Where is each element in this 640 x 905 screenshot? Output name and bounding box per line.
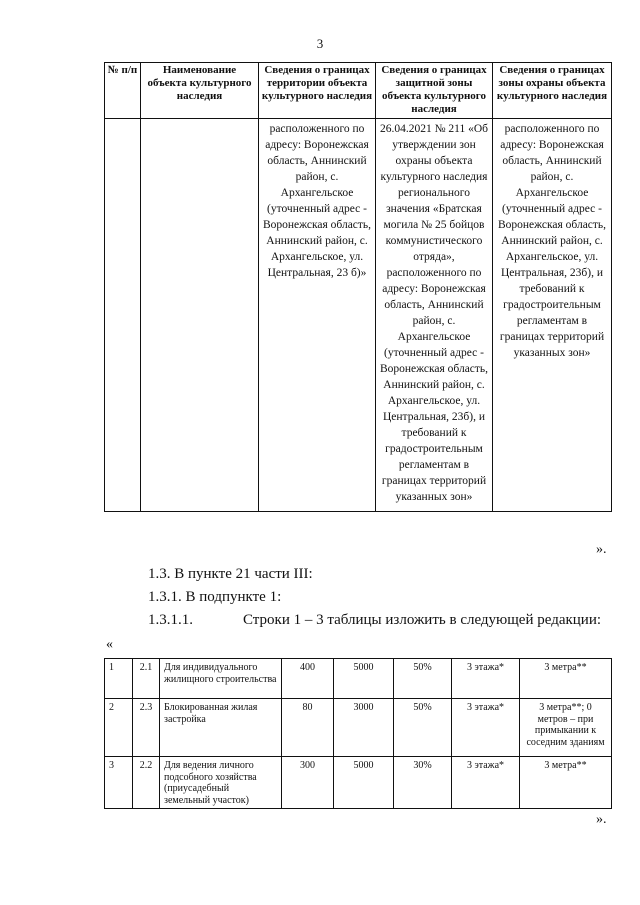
row-number: 1	[105, 659, 133, 699]
cell-protective-zone: 26.04.2021 № 211 «Об утверждении зон охраны объекта культурного наследия регионального значения «Братская могила № 25 бойцов коммунистического отряда», расположенного по адресу: Воронежская область, Аннинский район, с. Архангельское (уточненный адрес - Воронежская область, Аннинский район, с. Архангельское, ул. Центральная, 23б), и требований к градостроительным регламентам в границах территорий указанных зон»	[376, 119, 493, 512]
paragraph-1-3-1: 1.3.1. В подпункте 1:	[148, 589, 282, 605]
row-min-area: 300	[282, 757, 334, 809]
header-territory-bounds: Сведения о границах территории объекта культурного наследия	[259, 63, 376, 119]
row-setback: 3 метра**; 0 метров – при примыкании к соседним зданиям	[520, 699, 612, 757]
row-floors: 3 этажа*	[452, 699, 520, 757]
cell-territory-bounds: расположенного по адресу: Воронежская область, Аннинский район, с. Архангельское (уточненный адрес - Воронежская область, Аннинский район, с. Архангельское, ул. Центральная, 23 б)»	[259, 119, 376, 512]
paragraph-1-3: 1.3. В пункте 21 части III:	[148, 566, 313, 582]
row-percent: 30%	[394, 757, 452, 809]
row-number: 2	[105, 699, 133, 757]
header-number: № п/п	[105, 63, 141, 119]
row-name: Для индивидуального жилищного строительства	[160, 659, 282, 699]
heritage-info-table	[104, 62, 612, 512]
closing-quote: ».	[596, 542, 607, 557]
header-object-name: Наименование объекта культурного наследия	[141, 63, 259, 119]
row-code: 2.2	[133, 757, 160, 809]
header-protection-zone: Сведения о границах зоны охраны объекта культурного наследия	[493, 63, 612, 119]
header-protective-zone: Сведения о границах защитной зоны объекта культурного наследия	[376, 63, 493, 119]
table-row	[105, 699, 612, 757]
row-percent: 50%	[394, 659, 452, 699]
row-max-area: 5000	[334, 659, 394, 699]
paragraph-1-3-1-1	[148, 612, 601, 629]
row-floors: 3 этажа*	[452, 659, 520, 699]
row-code: 2.3	[133, 699, 160, 757]
page-number: 3	[316, 36, 324, 51]
cell-object-name	[141, 119, 259, 512]
opening-quote: «	[106, 637, 113, 652]
row-code: 2.1	[133, 659, 160, 699]
row-max-area: 5000	[334, 757, 394, 809]
paragraph-number: 1.3.1.1.	[148, 612, 193, 628]
table-row	[105, 757, 612, 809]
row-min-area: 400	[282, 659, 334, 699]
cell-number	[105, 119, 141, 512]
paragraph-text: Строки 1 – 3 таблицы изложить в следующей редакции:	[243, 612, 602, 628]
row-setback: 3 метра**	[520, 659, 612, 699]
row-setback: 3 метра**	[520, 757, 612, 809]
row-floors: 3 этажа*	[452, 757, 520, 809]
row-percent: 50%	[394, 699, 452, 757]
cell-protection-zone: расположенного по адресу: Воронежская область, Аннинский район, с. Архангельское (уточненный адрес - Воронежская область, Аннинский район, с. Архангельское, ул. Центральная, 23б), и требований к градостроительным регламентам в границах территорий указанных зон»	[493, 119, 612, 512]
table-header-row	[105, 63, 612, 119]
row-max-area: 3000	[334, 699, 394, 757]
table-row	[105, 659, 612, 699]
row-name: Блокированная жилая застройка	[160, 699, 282, 757]
row-number: 3	[105, 757, 133, 809]
row-name: Для ведения личного подсобного хозяйства (приусадебный земельный участок)	[160, 757, 282, 809]
table-row	[105, 119, 612, 512]
closing-quote-2: ».	[596, 812, 607, 827]
zoning-table	[104, 658, 612, 809]
row-min-area: 80	[282, 699, 334, 757]
